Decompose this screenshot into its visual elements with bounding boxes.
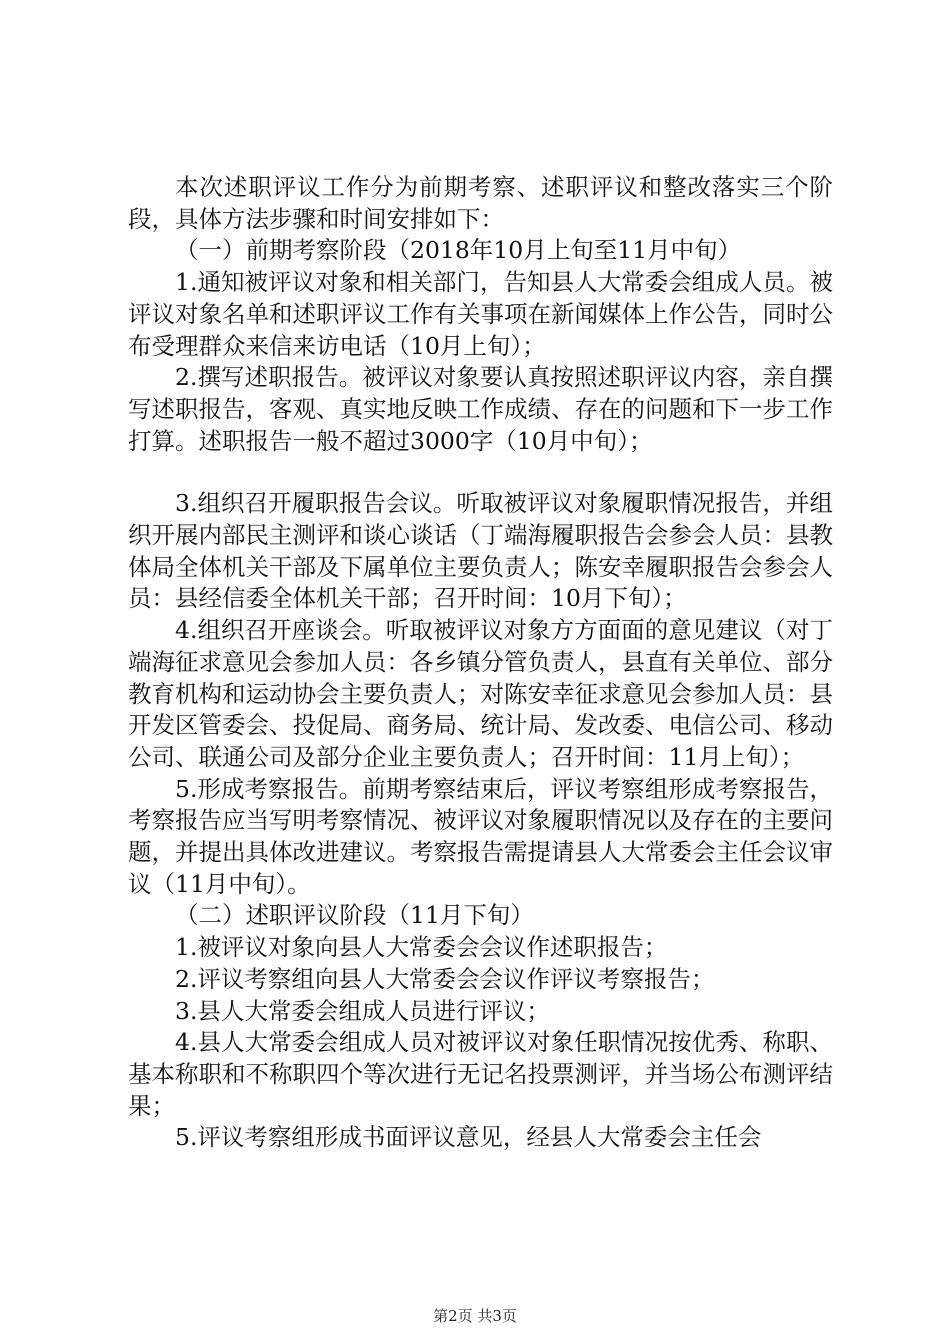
paragraph-item: 3.组织召开履职报告会议。听取被评议对象履职情况报告，并组织开展内部民主测评和谈心谈话（丁端海履职报告会参会人员：县教体局全体机关干部及下属单位主要负责人；陈安幸履职报告会参会人员：县经信委全体机关干部；召开时间：10月下旬）； [128,489,833,613]
paragraph-item: 2.撰写述职报告。被评议对象要认真按照述职评议内容，亲自撰写述职报告，客观、真实地反映工作成绩、存在的问题和下一步工作打算。述职报告一般不超过3000字（10月中旬）； [128,363,833,455]
section-heading-1: （一）前期考察阶段（2018年10月上旬至11月中旬） [175,236,742,265]
paragraph-intro: 本次述职评议工作分为前期考察、述职评议和整改落实三个阶段，具体方法步骤和时间安排如下： [128,173,833,233]
paragraph-item: 5.形成考察报告。前期考察结束后，评议考察组形成考察报告，考察报告应当写明考察情况、被评议对象履职情况以及存在的主要问题，并提出具体改进建议。考察报告需提请县人大常委会主任会议审议（11月中旬）。 [128,774,833,898]
document-body [128,172,833,1154]
page-number-footer: 第2页 共3页 [433,1307,517,1325]
paragraph-item: 1.通知被评议对象和相关部门，告知县人大常委会组成人员。被评议对象名单和述职评议工作有关事项在新闻媒体上作公告，同时公布受理群众来信来访电话（10月上旬）； [128,268,833,360]
paragraph-item: 3.县人大常委会组成人员进行评议； [175,996,550,1025]
section-heading-2: （二）述职评议阶段（11月下旬） [175,901,534,930]
paragraph-item: 4.县人大常委会组成人员对被评议对象任职情况按优秀、称职、基本称职和不称职四个等次进行无记名投票测评，并当场公布测评结果； [128,1028,833,1120]
paragraph-item: 4.组织召开座谈会。听取被评议对象方方面面的意见建议（对丁端海征求意见会参加人员：各乡镇分管负责人，县直有关单位、部分教育机构和运动协会主要负责人；对陈安幸征求意见会参加人员：县开发区管委会、投促局、商务局、统计局、发改委、电信公司、移动公司、联通公司及部分企业主要负责人；召开时间：11月上旬）； [128,616,833,771]
paragraph-item: 5.评议考察组形成书面评议意见，经县人大常委会主任会 [175,1123,762,1152]
paragraph-item: 1.被评议对象向县人大常委会会议作述职报告； [175,933,668,962]
paragraph-item: 2.评议考察组向县人大常委会会议作评议考察报告； [175,964,715,993]
